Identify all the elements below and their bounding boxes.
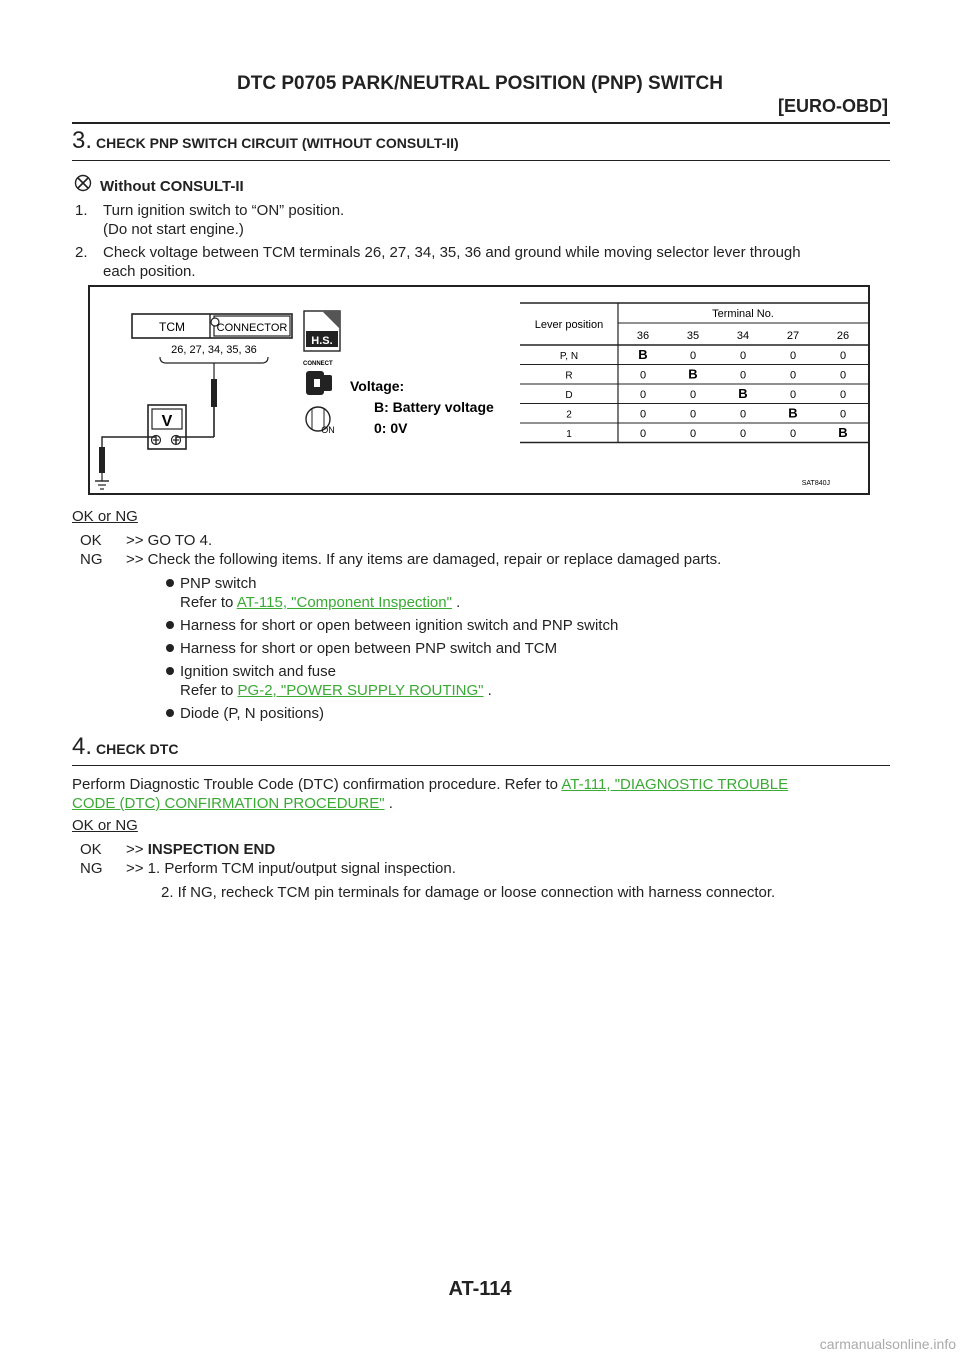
voltage-table <box>520 303 868 443</box>
watermark: carmanualsonline.info <box>819 1336 956 1352</box>
voltage-cell: 0 <box>839 369 847 382</box>
voltage-cell: 0 <box>839 408 847 421</box>
voltage-cell: B <box>688 366 698 382</box>
bullet-ignition-fuse-ref: Refer to PG-2, "POWER SUPPLY ROUTING" . <box>180 682 492 699</box>
svg-text:ON: ON <box>321 425 335 435</box>
link-dtc-confirmation-cont[interactable]: CODE (DTC) CONFIRMATION PROCEDURE" <box>72 795 385 812</box>
lever-position-cell: D <box>565 390 573 401</box>
bullet-harness-tcm: Harness for short or open between PNP switch and TCM <box>166 639 557 658</box>
voltage-cell: 0 <box>739 369 747 382</box>
result4-ok-key: OK <box>80 841 102 858</box>
voltage-cell: 0 <box>689 428 697 440</box>
terminal-column-34: 34 <box>736 330 750 342</box>
voltage-cell: 0 <box>789 428 797 440</box>
voltage-b-legend: B: Battery voltage <box>374 399 494 415</box>
result4-okng: OK or NG <box>72 817 138 834</box>
header-rule <box>72 122 890 124</box>
terminal-column-27: 27 <box>786 330 800 342</box>
figure-code: SAT840J <box>801 480 830 487</box>
link-component-inspection[interactable]: AT-115, "Component Inspection" <box>236 594 452 611</box>
link-power-supply-routing[interactable]: PG-2, "POWER SUPPLY ROUTING" <box>237 682 484 699</box>
bullet-icon <box>166 644 174 652</box>
tcm-label: TCM <box>159 320 185 334</box>
bullet-icon <box>166 579 174 587</box>
page-title: DTC P0705 PARK/NEUTRAL POSITION (PNP) SWITCH <box>237 73 723 94</box>
terminal-column-36: 36 <box>636 330 650 342</box>
bullet-diode: Diode (P, N positions) <box>166 704 324 723</box>
step4-heading: 4. CHECK DTC <box>72 733 179 760</box>
bullet-pnp-switch: PNP switch <box>166 574 256 593</box>
step3-rule <box>72 160 890 161</box>
voltage-cell: 0 <box>639 408 647 421</box>
voltage-cell: B <box>738 386 748 401</box>
lever-position-cell: 2 <box>566 409 572 421</box>
step4-text-cont: CODE (DTC) CONFIRMATION PROCEDURE" . <box>72 795 393 812</box>
bullet-ignition-fuse: Ignition switch and fuse <box>166 662 336 681</box>
terminals-label: 26, 27, 34, 35, 36 <box>171 344 257 356</box>
step3-heading: 3. CHECK PNP SWITCH CIRCUIT (WITHOUT CONSULT-II) <box>72 127 459 154</box>
bullet-icon <box>166 621 174 629</box>
bullet-harness-ignition: Harness for short or open between ignition switch and PNP switch <box>166 616 618 635</box>
lever-position-cell: P, N <box>559 351 579 362</box>
page-number: AT-114 <box>448 1278 512 1300</box>
voltage-cell: 0 <box>839 350 847 362</box>
result3-ng-text: >> Check the following items. If any items are damaged, repair or replace damaged parts. <box>126 551 722 568</box>
voltage-cell: 0 <box>739 428 747 440</box>
step3-item-2-num: 2. <box>75 244 88 261</box>
voltage-cell: 0 <box>689 350 697 362</box>
voltage-check-figure <box>88 285 870 495</box>
voltage-cell: 0 <box>639 369 647 382</box>
step4-text: Perform Diagnostic Trouble Code (DTC) confirmation procedure. Refer to AT-111, "DIAGNOSTIC TROUBLE <box>72 776 789 793</box>
voltage-cell: 0 <box>689 408 697 421</box>
terminal-bracket <box>160 357 268 363</box>
bullet-pnp-switch-ref: Refer to AT-115, "Component Inspection" . <box>180 594 461 611</box>
voltage-cell: 0 <box>639 428 647 440</box>
voltage-title: Voltage: <box>350 378 405 394</box>
voltage-cell: 0 <box>789 369 797 382</box>
voltage-0-legend: 0: 0V <box>374 420 408 436</box>
step3-item-1: 1. Turn ignition switch to “ON” position. <box>75 202 345 219</box>
bullet-icon <box>166 709 174 717</box>
step3-item-2-cont: each position. <box>103 263 196 280</box>
terminal-column-26: 26 <box>836 330 850 342</box>
voltage-cell: 0 <box>789 350 797 362</box>
positive-probe <box>211 379 217 407</box>
connector-label: CONNECTOR <box>216 322 288 334</box>
lever-position-header: Lever position <box>534 319 604 331</box>
result3-ng-key: NG <box>80 551 103 568</box>
section-subtitle: [EURO-OBD] <box>778 96 888 116</box>
lever-position-cell: R <box>565 370 573 382</box>
voltage-cell: 0 <box>839 389 847 401</box>
step4-rule <box>72 765 890 766</box>
lever-position-cell: 1 <box>566 429 572 440</box>
result3-ok-key: OK <box>80 532 102 549</box>
bullet-icon <box>166 667 174 675</box>
voltage-cell: 0 <box>739 408 747 421</box>
result3-okng: OK or NG <box>72 508 138 525</box>
step3-item-1-note: (Do not start engine.) <box>103 221 244 238</box>
voltage-cell: 0 <box>639 389 647 401</box>
terminal-no-header: Terminal No. <box>712 308 774 320</box>
voltage-cell: B <box>838 425 848 440</box>
voltage-cell: B <box>788 405 798 421</box>
voltage-cell: B <box>638 347 648 362</box>
mode-label: Without CONSULT-II <box>100 178 244 195</box>
meter-label: V <box>161 413 173 430</box>
svg-text:H.S.: H.S. <box>311 335 333 347</box>
result4-ng-text-2: 2. If NG, recheck TCM pin terminals for damage or loose connection with harness connector. <box>161 884 776 901</box>
voltage-cell: 0 <box>739 350 747 362</box>
result4-ng-key: NG <box>80 860 103 877</box>
voltage-cell: 0 <box>789 389 797 401</box>
consult-off-icon <box>74 174 92 197</box>
voltage-cell: 0 <box>689 389 697 401</box>
result4-ok-text: >> INSPECTION END <box>126 841 276 858</box>
connect-label: CONNECT <box>303 361 333 367</box>
terminal-column-35: 35 <box>686 330 700 342</box>
step3-item-2: Check voltage between TCM terminals 26, 27, 34, 35, 36 and ground while moving selector lever through <box>103 244 801 261</box>
circuit-diagram <box>90 287 868 493</box>
result3-ok-text: >> GO TO 4. <box>126 532 213 549</box>
link-dtc-confirmation[interactable]: AT-111, "DIAGNOSTIC TROUBLE <box>561 776 789 793</box>
result4-ng-text-1: >> 1. Perform TCM input/output signal inspection. <box>126 860 456 877</box>
ground-probe <box>99 447 105 473</box>
